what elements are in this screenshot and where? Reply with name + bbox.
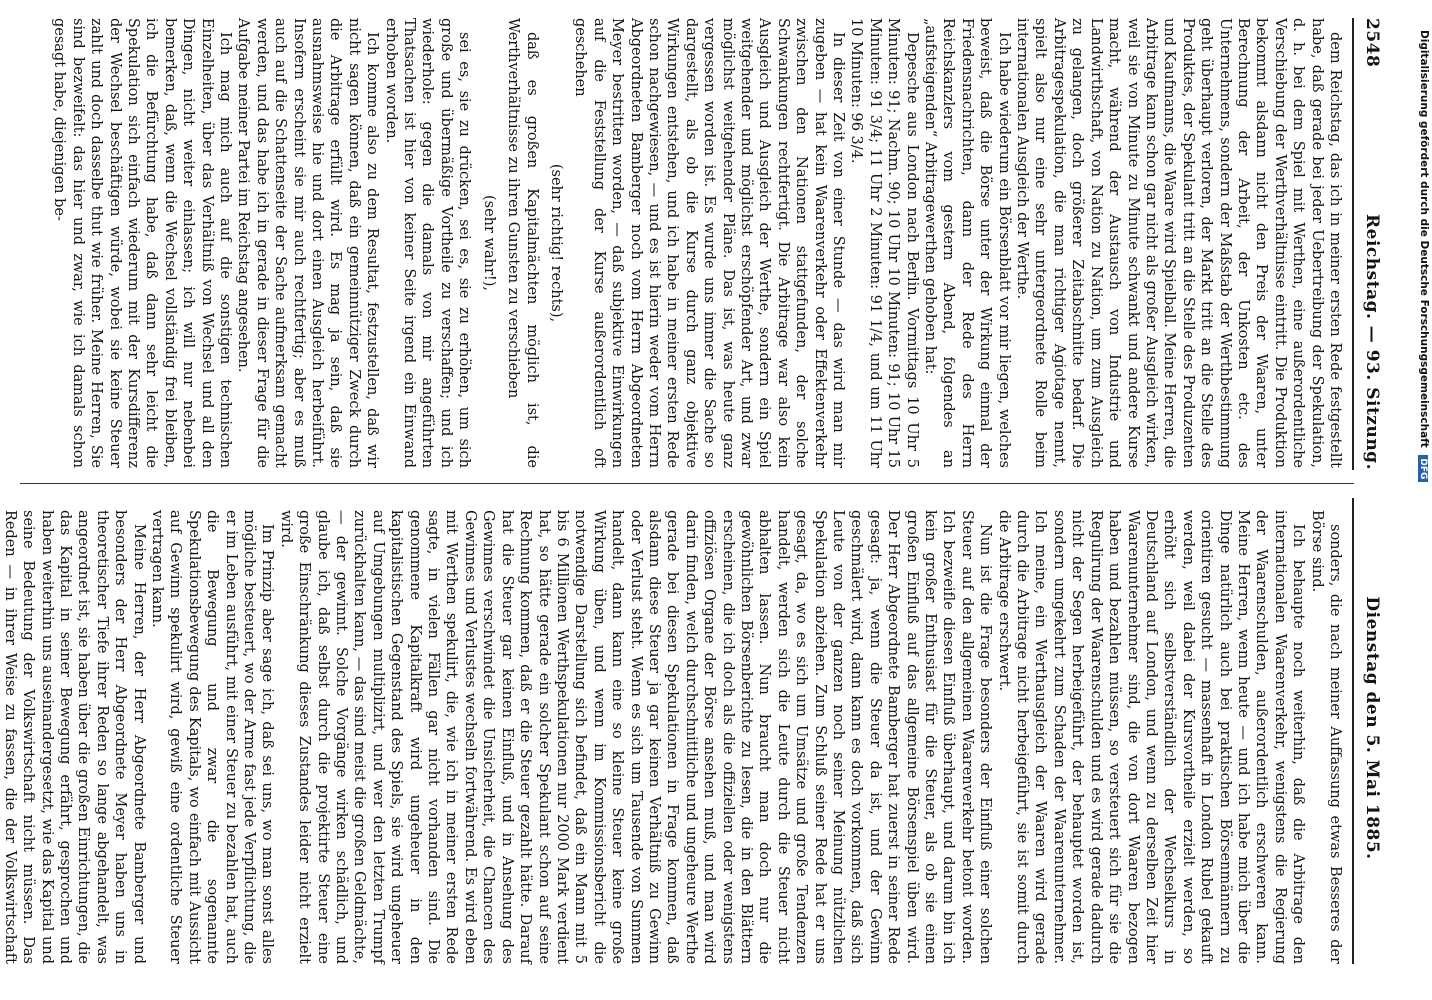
- left-paragraph: dem Reichstag, das ich in meiner ersten Rede festgestellt habe, daß gerade bei jeder Uebertreibung der Spekulation, d. h. bei dem Spiel mit Werthen, eine außerordentliche Verschiebung der Werthverhältnisse eintritt. Die Produktion bekommt alsdann nicht den Preis der Waaren, unter Berechnung der Arbeit, der Unkosten etc. des Unternehmens, sondern der Maßstab der Werthbestimmung geht überhaupt verloren, der Markt tritt an die Stelle des Produktes, der Spekulant tritt an die Stelle des Produzenten und Kaufmanns, die Waare wird Spielball. Meine Herren, die Arbitrage kann schon gar nicht als großer Ausgleich wirken, weil sie von Minute zu Minute schwankt und andere Kurse macht, während der Austausch von Industrie und Landwirthschaft, von Nation zu Nation, um zum Ausgleich zu gelangen, doch größerer Zeitabschnitte bedarf. Die Arbitragespekulation, die man richtiger Agiotage nennt, spielt also nur eine sehr untergeordnete Rolle beim internationalen Ausgleich der Werthe.: [1014, 18, 1343, 468]
- right-column: [1, 510, 1344, 964]
- left-paragraph: Ich mag mich auch auf die sonstigen technischen Einzelheiten, über das Verhältniß von Wechsel und all den Dingen, nicht weiter einlassen; ich will nur nebenbei bemerken, daß, wenn die Wechsel vollständig frei bleiben, ich die Befürchtung habe, daß dann sehr leicht die Spekulation sich einfach wiederum mit der Kursdifferenz der Wechsel beschäftigen würde, wobei sie keine Steuer zahlt und doch dasselbe thut wie früher. Meine Herren, Sie sind bezweifelt: das hier und zwar, wie ich damals schon gesagt habe, diejenigen be-: [51, 18, 234, 468]
- left-column: [26, 18, 1344, 468]
- left-header-rule: [1352, 18, 1354, 470]
- dfg-logo-badge: DFG: [1418, 455, 1428, 482]
- left-paragraph: Ich komme also zu dem Resultat, festzustellen, daß wir nicht sagen können, daß ein gemeinnütziger Zweck durch die Arbitrage erfüllt wird. Es mag ja sein, daß sie ausnahmsweise hie und dort einen Ausgleich herbeiführt. Insofern erscheint sie mir auch rechtfertig; aber es muß auch auf die Schattenseite der Sache aufmerksam gemacht werden, und das habe ich in gerade in dieser Frage für die Aufgabe meiner Partei im Reichstag angesehen.: [235, 18, 381, 468]
- interjection: (sehr wahr!),: [480, 195, 497, 291]
- right-header-rule: [1352, 498, 1354, 964]
- right-paragraph: sonders, die nach meiner Auffassung etwas Besseres der Börse sind.: [1308, 510, 1343, 964]
- telegram-quote: Depesche aus London nach Berlin. Vormittags 10 Uhr 5 Minuten: 91; Nachm. 90; 10 Uhr 10 Minuten: 91; 10 Uhr 15 Minuten: 91 3/4; 11 Uhr 2 Minuten: 91 1/4, und um 11 Uhr 10 Minuten: 96 3/4.: [848, 18, 920, 468]
- page-number: 2548: [1362, 18, 1382, 68]
- digitization-credit: [1416, 30, 1430, 990]
- column-divider: [20, 483, 1354, 484]
- credit-text: Digitalisierung gefördert durch die Deutsche Forschungsgemeinschaft: [1418, 30, 1430, 448]
- right-paragraph: Ich behaupte noch weiterhin, daß die Arbitrage den internationalen Waarenverkehr, wenigstens die Regierung der Waarenschulden, außerordentlich erschweren kann. Meine Herren, wenn heute — und ich habe mich über die Dinge natürlich auch bei praktischen Börsenmännern zu orientiren gesucht — massenhaft in London Rubel gekauft werden, weil dabei der Kursvortheile erzielt werden, so erhöht sich selbstverständlich der Wechselkurs in Deutschland auf London, und wenn zu derselben Zeit hier Waarenunternehmer sind, die von dort Waaren bezogen haben und bezahlen müssen, so versteuert sich für sie die Regulirung der Waarenschulden und es wird gerade dadurch nicht der Segen herbeigeführt, der behauptet worden ist, sondern umgekehrt zum Schaden der Waarenunternehmer. Ich meine, ein Werthausgleich der Waaren wird gerade durch die Arbitrage nicht herbeigeführt, sie ist somit durch die Arbitrage erschwert.: [995, 510, 1307, 964]
- right-paragraph: Nun ist die Frage besonders der Einfluß einer solchen Steuer auf den allgemeinen Waarenverkehr betont worden. Ich bezweifle diesen Einfluß überhaupt, und darum bin ich kein großer Enthusiast für die Steuer, als ob sie einen großen Einfluß auf das allgemeine Börsenspiel üben wird. Der Herr Abgeordnete Bamberger hat zuerst in seiner Rede gesagt: ja, wenn die Steuer da ist, und der Gewinn geschmälert wird, dann kann es doch vorkommen, daß sich Leute von der ganzen noch seiner Meinung nützlichen Spekulation abziehen. Zum Schluß seiner Rede hat er uns gesagt, da, wo es sich um Umsätze und große Tendenzen handelt, werden sich die Leute durch die Steuer nicht abhalten lassen. Nun braucht man doch nur die gewöhnlichen Börsenberichte zu lesen, die in den Blättern erscheinen, die ich doch als die offiziellen oder wenigstens offiziösen Organe der Börse ansehen muß, und man wird darin finden, welch durchschnittliche und ungeheure Werthe gerade bei diesen Spekulationen in Frage kommen, daß alsdann diese Steuer ja gar keinen Verhältniß zu Gewinn oder Verlust steht. Wenn es sich um Tausende von Summen handelt, dann kann eine so kleine Steuer keine große Wirkung üben, und wenn im Kommissionsbericht die notwendige Darstellung sich befindet, daß ein Mann mit 5 bis 6 Millionen Werthspekulationen nur 2000 Mark verdient hat, so hätte gerade ein solcher Spekulant schon auf seine Rechnung kommen, daß er die Steuer gezahlt hätte. Darauf hat die Steuer gar keinen Einfluß, und in Ansehung des Gewinnes verschwindet die Unsicherheit, die Chancen des Gewinnes und Verlustes wechseln fortwährend. Es wird eben mit Werthen spekulirt, die, wie ich in meiner ersten Rede sagte, in vielen Fällen gar nicht vorhanden sind. Die genommene Kapitalkraft wird ungeheuer in den kapitalistischen Gegenstand des Spiels, sie wird ungeheuer auf Umgebungen multiplizirt, und wer den letzten Trumpf zurückhalten kann, — das sind meist die großen Geldmächte, — der gewinnt. Solche Vorgänge wirken schädlich, und glaube ich, daß selbst durch die projektirte Steuer eine große Einschränkung dieses Zustandes leider nicht erzielt wird.: [277, 510, 994, 964]
- right-column-title: Dienstag den 5. Mai 1885.: [1362, 596, 1382, 860]
- left-paragraph: Ich habe wiederum ein Börsenblatt vor mir liegen, welches beweist, daß die Börse unter der Wirkung einmal der Friedensnachrichten, dann der Rede des Herrn Reichskanzlers vom gestern Abend, folgendes an „aufsteigenden“ Arbitragewerthen gehoben hat:: [922, 18, 1012, 468]
- left-paragraph: daß es großen Kapitalmächten möglich ist, die Werthverhältnisse zu ihren Gunsten zu verschieben: [505, 18, 540, 468]
- interjection: (sehr richtig! rechts),: [547, 163, 564, 323]
- right-paragraph: Im Prinzip aber sage ich, daß sei uns, wo man sonst alles mögliche besteuert, wo der Arme fast jede Verpflichtung, die er im Leben ausführt, mit einer Steuer zu bezahlen hat, auch die Bewegung und zwar die sogenannte Spekulationsbewegung des Kapitals, wo einfach mit Aussicht auf Gewinn spekulirt wird, gewiß eine ordentliche Steuer vertragen kann.: [149, 510, 276, 964]
- left-column-title: Reichstag. — 93. Sitzung.: [1362, 214, 1382, 470]
- left-paragraph: sei es, sie zu drücken, sei es, sie zu erhöhen, um sich große und übermäßige Vortheile zu verschaffen; und ich wiederhole: gegen die damals von mir angeführten Thatsachen ist hier von keiner Seite irgend ein Einwand erhoben worden.: [382, 18, 473, 468]
- right-paragraph: Meine Herren, der Herr Abgeordnete Bamberger und besonders der Herr Abgeordnete Meyer haben uns in theoretischer Tiefe ihrer Reden so lange abgehandelt, was angeordnet ist, sie haben über die großen Einrichtungen, die das Kapital in seiner Bewegung erfährt, gesprochen und haben weiterhin uns auseinandergesetzt, wie das Kapital und seine Bedeutung der Volkswirtschaft nicht müssen. Das Reden — in ihrer Weise zu fassen, die der Volkswirtschaft: [1, 510, 147, 964]
- left-paragraph: In dieser Zeit von einer Stunde — das wird man mir zugeben — hat kein Waarenverkehr oder Effektenverkehr zwischen den Nationen stattgefunden, der solche Schwankungen rechtfertigt. Die Arbitrage war also kein Ausgleich und Ausgleich der Werthe, sondern ein Spiel weitgehender und möglichst erschöpfender Art, und zwar möglichst weitgehender Pläne. Das ist, was heute ganz vergessen worden ist. Es wurde uns immer die Sache so dargestellt, als ob die Kurse durch ganz objektive Wirkungen entstehen, und ich habe in meiner ersten Rede schon nachgewiesen, — und es ist hierin weder vom Herrn Abgeordneten Bamberger noch vom Herrn Abgeordneten Meyer bestritten worden, — daß subjektive Einwirkungen auf die Feststellung der Kurse außerordentlich oft geschehen: [572, 18, 847, 468]
